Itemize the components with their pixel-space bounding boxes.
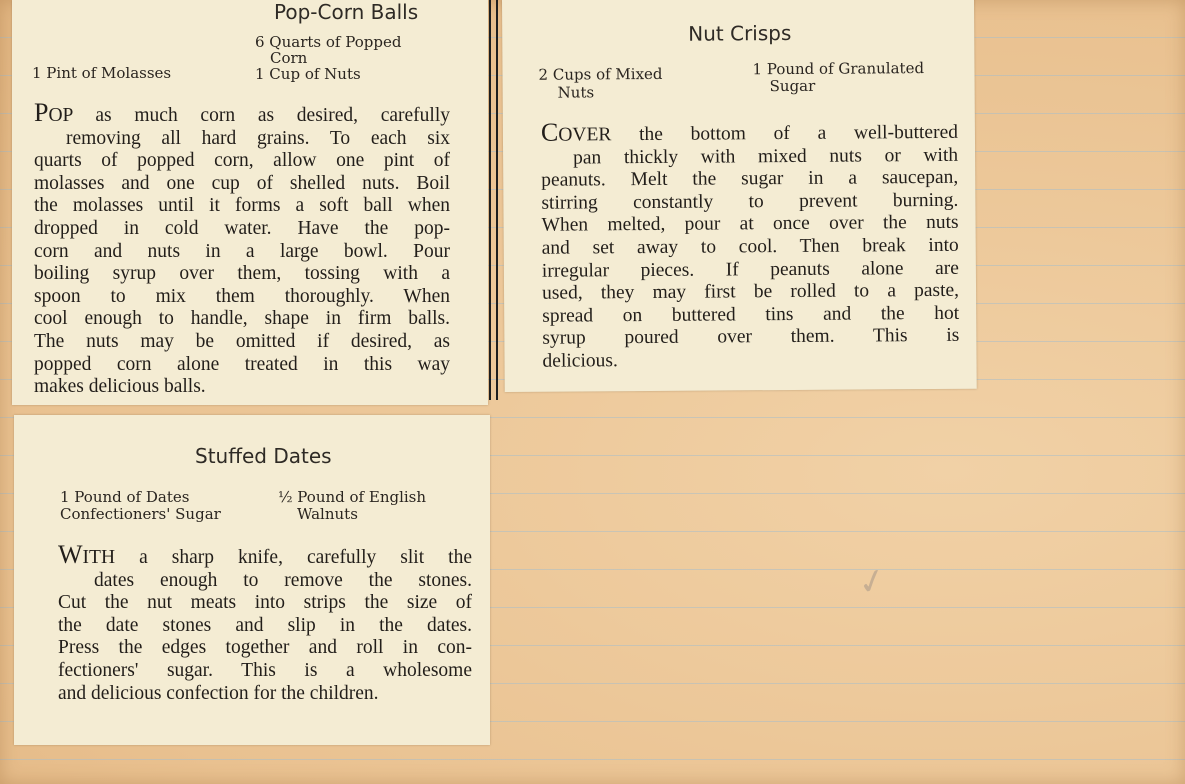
body-line: Cut the nut meats into strips the size of [58,592,472,614]
body-line: When melted, pour at once over the nuts [541,212,959,237]
ingredient: 6 Quarts of Popped [255,33,402,51]
ingredient: Walnuts [297,505,358,523]
body-line: spoon to mix them thoroughly. When [34,285,450,307]
ingredient: 1 Pound of Granulated [752,59,925,79]
recipe-body [541,119,960,373]
body-line [34,98,450,128]
body-line: the molasses until it forms a soft ball when [34,195,450,217]
body-line: boiling syrup over them, tossing with a [34,263,450,285]
recipe-body [34,98,450,399]
body-line: The nuts may be omitted if desired, as [34,330,450,352]
recipe-body [58,540,472,705]
body-line: removing all hard grains. To each six [66,127,450,149]
body-line: spread on buttered tins and the hot [542,302,960,327]
body-line: cool enough to handle, shape in firm balls. [34,308,450,330]
ingredient: ½ Pound of English [278,488,427,506]
drop-cap: W [58,540,83,569]
body-line: fectioners' sugar. This is a wholesome [58,659,472,681]
body-text: OVER the bottom of a well-buttered [558,121,959,146]
card-margin-line [496,0,498,400]
body-line: quarts of popped corn, allow one pint of [34,150,450,172]
ingredient: 1 Pint of Molasses [32,64,172,82]
ingredient: 2 Cups of Mixed [538,64,663,84]
body-line [58,540,472,570]
body-line: molasses and one cup of shelled nuts. Boil [34,172,450,194]
ingredient: Nuts [557,83,595,102]
body-line: popped corn alone treated in this way [34,353,450,375]
body-line: irregular pieces. If peanuts alone are [541,257,959,282]
body-line: pan thickly with mixed nuts or with [573,144,959,169]
ingredient: Confectioners' Sugar [60,505,221,523]
drop-cap: P [34,98,49,127]
pencil-check-mark: ✓ [853,558,892,606]
body-line: peanuts. Melt the sugar in a saucepan, [541,167,959,191]
body-text: ITH a sharp knife, carefully slit the [82,547,472,568]
body-line: and delicious confection for the children. [58,682,379,704]
ingredient: Corn [270,49,308,67]
recipe-title: Pop-Corn Balls [274,0,419,24]
recipe-title: Stuffed Dates [195,444,332,468]
ingredient: 1 Pound of Dates [60,488,190,506]
body-line: Press the edges together and roll in con- [58,637,472,659]
body-line: delicious. [542,350,618,372]
drop-cap: C [540,117,559,147]
body-line: dates enough to remove the stones. [94,569,472,591]
recipe-title: Nut Crisps [688,20,792,46]
body-line: used, they may first be rolled to a paste, [541,279,960,304]
card-margin-line [489,0,491,400]
body-line: and set away to cool. Then break into [541,234,959,259]
clipping-stuffed-dates [14,415,490,745]
clipping-popcorn-balls [12,0,488,405]
clipping-nut-crisps [502,0,977,392]
body-line: corn and nuts in a large bowl. Pour [34,240,450,262]
body-line: syrup poured over them. This is [542,325,960,350]
ingredient: 1 Cup of Nuts [255,65,361,83]
ingredient: Sugar [769,76,816,96]
body-line: stirring constantly to prevent burning. [541,189,959,214]
body-text: OP as much corn as desired, carefully [48,105,450,126]
body-line: makes delicious balls. [34,376,206,398]
body-line [541,119,958,148]
body-line: dropped in cold water. Have the pop- [34,217,450,239]
body-line: the date stones and slip in the dates. [58,614,472,636]
